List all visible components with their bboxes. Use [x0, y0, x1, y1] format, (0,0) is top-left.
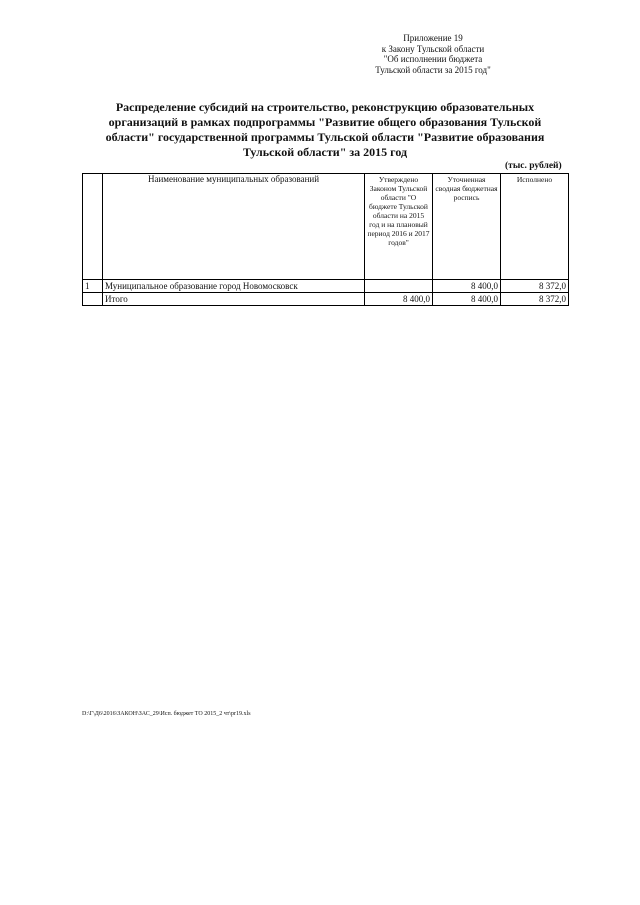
- title-line: области" государственной программы Тульской области "Развитие образования: [105, 130, 545, 144]
- header-name: Наименование муниципальных образований: [103, 174, 365, 280]
- appendix-line: Приложение 19: [403, 33, 463, 43]
- file-path-footer: D:\Г\Д6\2016\ЗАКОН\ЗАС_29\Исп. бюджет ТО 2015_2 чт\pr19.xls: [82, 711, 251, 717]
- total-label: Итого: [103, 293, 365, 306]
- title-line: Тульской области" за 2015 год: [242, 145, 408, 159]
- appendix-header: [343, 33, 523, 75]
- appendix-line: "Об исполнении бюджета: [383, 54, 483, 64]
- title-line: Распределение субсидий на строительство, реконструкцию образовательных: [115, 100, 535, 114]
- row-number: 1: [83, 280, 103, 293]
- header-executed: Исполнено: [501, 174, 569, 280]
- row-executed: 8 372,0: [501, 280, 569, 293]
- table-header-row: [83, 174, 569, 280]
- total-refined: 8 400,0: [433, 293, 501, 306]
- total-num-cell: [83, 293, 103, 306]
- appendix-line: к Закону Тульской области: [381, 43, 485, 54]
- row-refined: 8 400,0: [433, 280, 501, 293]
- row-name: Муниципальное образование город Новомосковск: [103, 280, 365, 293]
- subsidy-table: [82, 173, 569, 306]
- header-approved: Утверждено Законом Тульской области "О бюджете Тульской области на 2015 год и на плановый период 2016 и 2017 годов": [365, 174, 433, 280]
- units-label: (тыс. рублей): [505, 161, 562, 171]
- appendix-line: Тульской области за 2015 год": [375, 64, 491, 75]
- header-refined: Уточненная сводная бюджетная роспись: [433, 174, 501, 280]
- document-title: [90, 100, 560, 160]
- table-row: [83, 280, 569, 293]
- title-line: организаций в рамках подпрограммы "Развитие общего образования Тульской: [108, 115, 542, 129]
- total-approved: 8 400,0: [365, 293, 433, 306]
- row-approved: [365, 280, 433, 293]
- total-executed: 8 372,0: [501, 293, 569, 306]
- table-total-row: [83, 293, 569, 306]
- header-num-cell: [83, 174, 103, 280]
